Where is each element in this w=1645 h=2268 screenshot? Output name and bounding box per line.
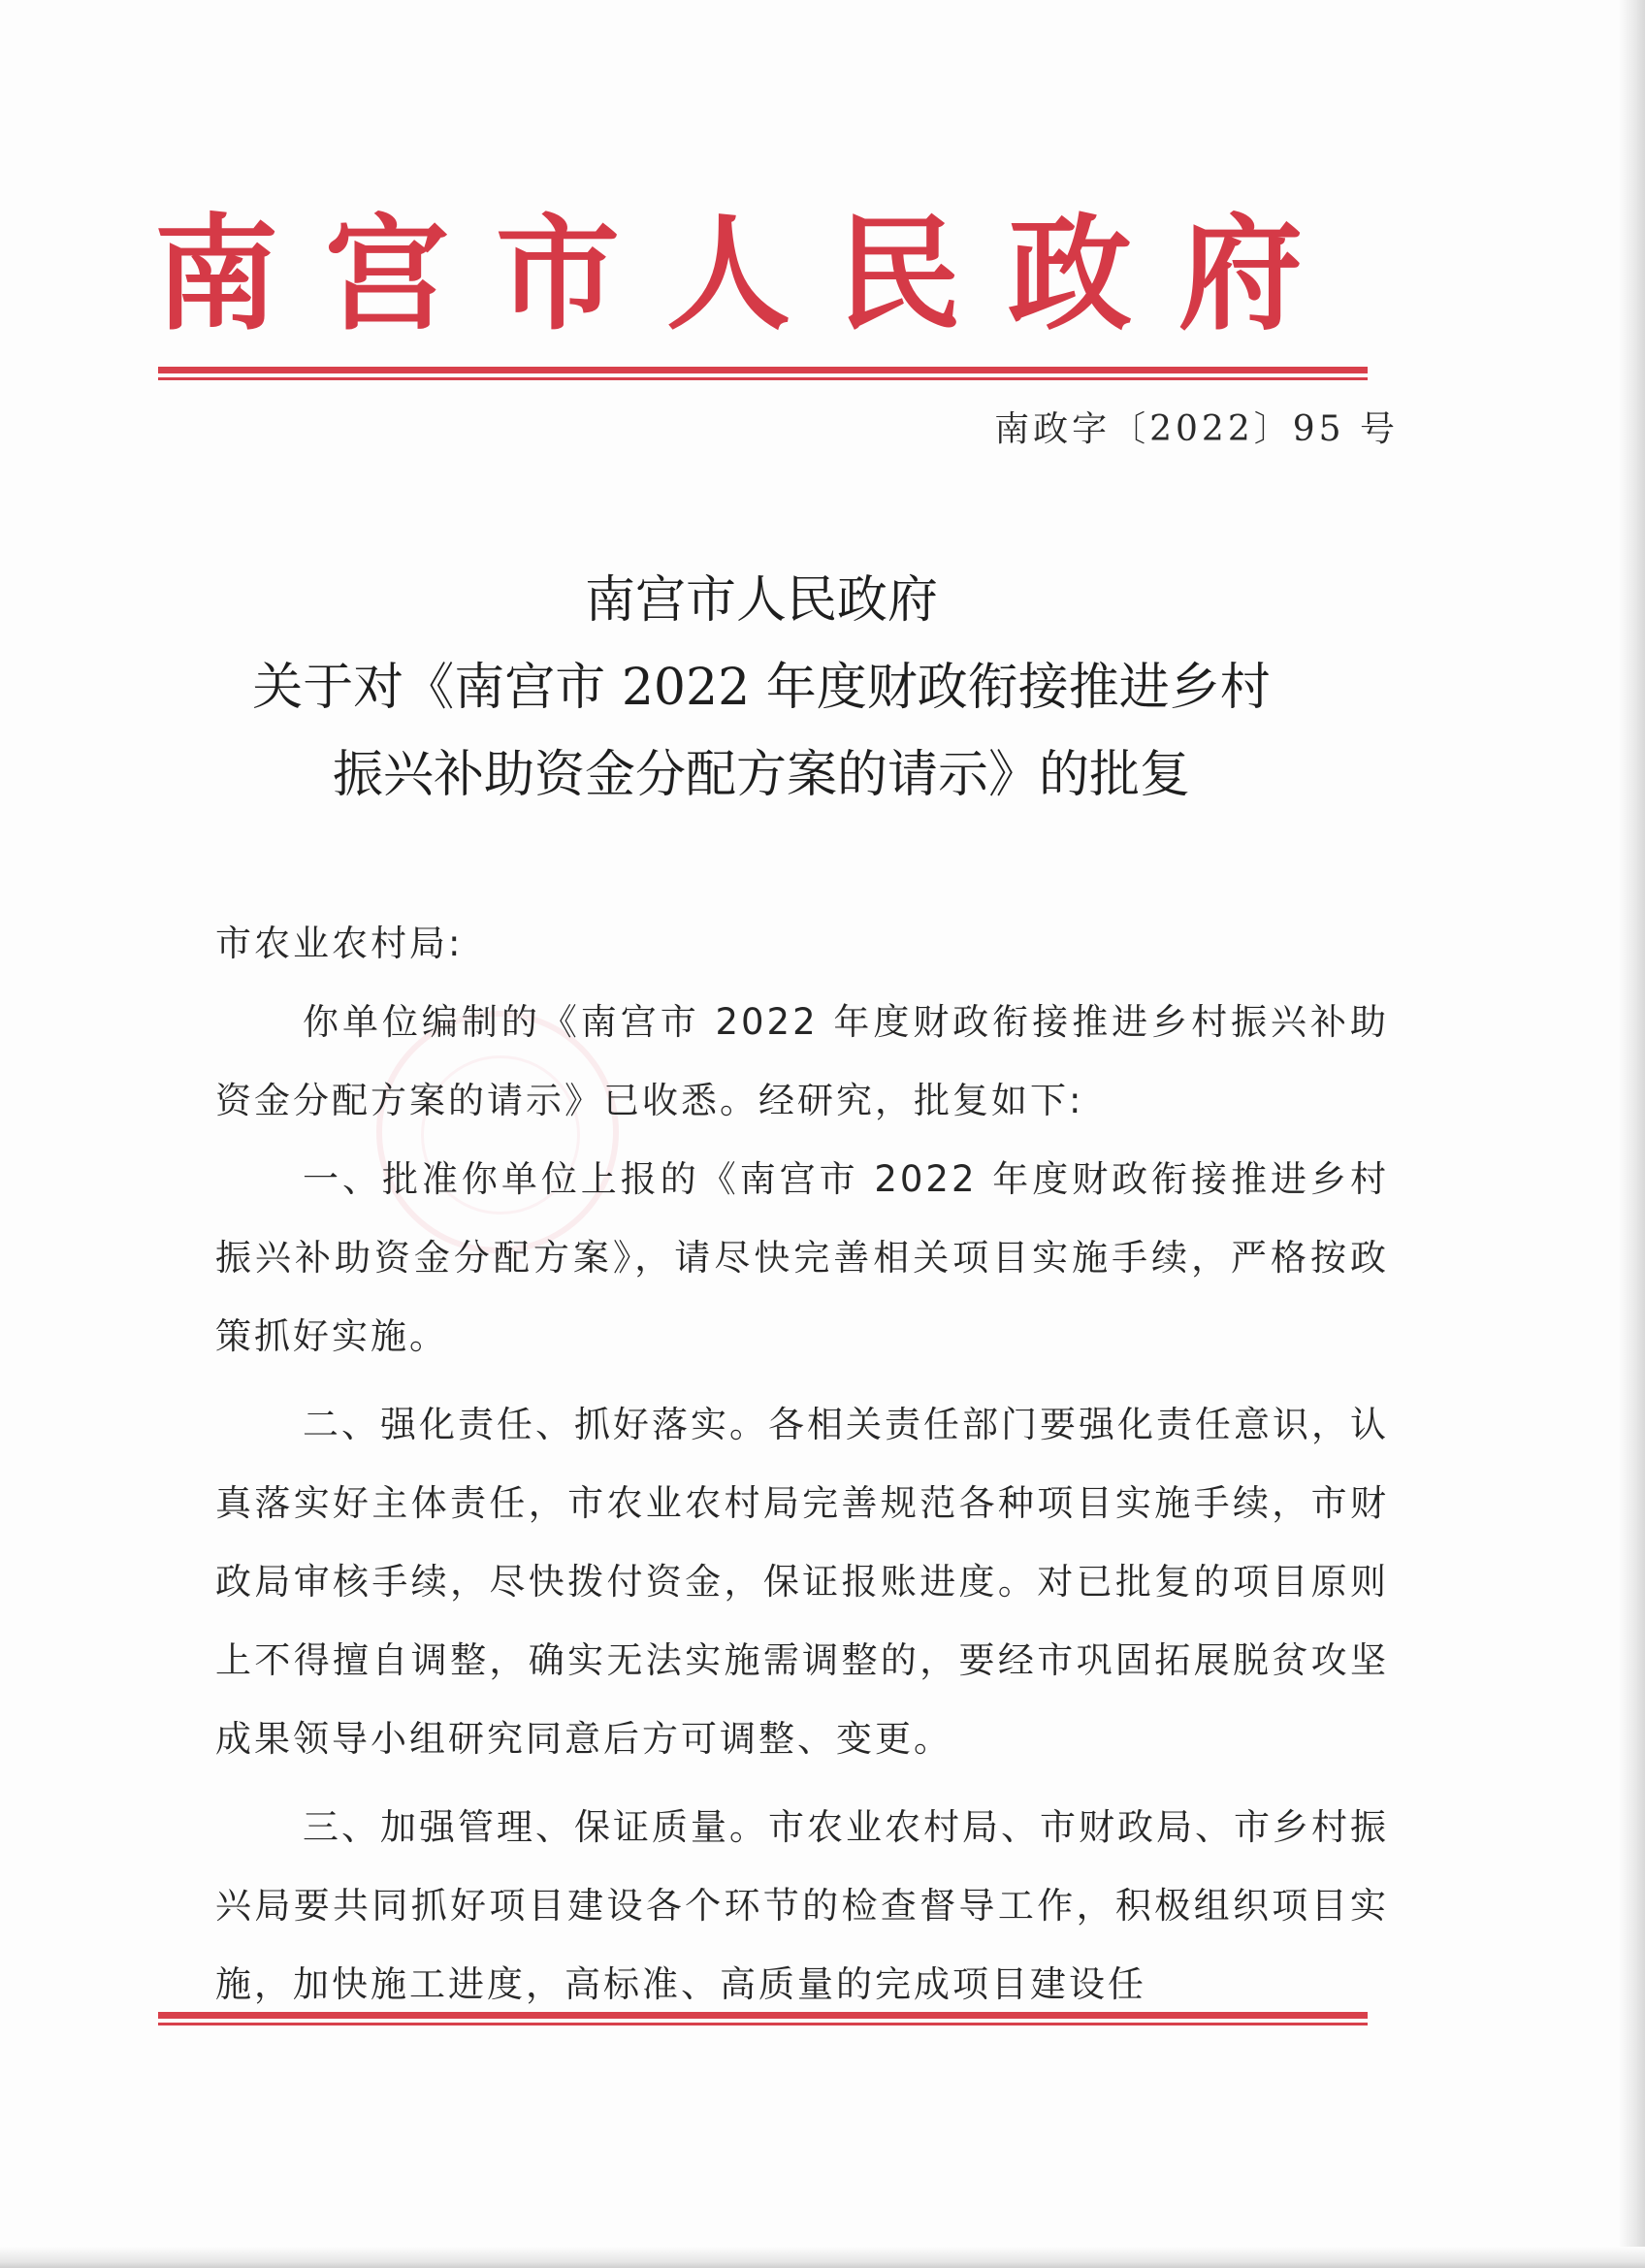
masthead-title: 南宫市人民政府 bbox=[153, 202, 1349, 347]
scan-edge-shadow-right bbox=[1620, 0, 1645, 2268]
document-body bbox=[215, 904, 1389, 2024]
body-paragraph-item-1: 一、批准你单位上报的《南宫市 2022 年度财政衔接推进乡村振兴补助资金分配方案》，请尽快完善相关项目实施手续，严格按政策抓好实施。 bbox=[215, 1158, 1389, 1357]
title-line-2: 关于对《南宫市 2022 年度财政衔接推进乡村 bbox=[252, 659, 1271, 717]
footer-rule-thick-line bbox=[158, 2012, 1368, 2019]
title-line-3: 振兴补助资金分配方案的请示》的批复 bbox=[332, 746, 1190, 804]
rule-thin-line bbox=[158, 377, 1368, 380]
rule-thick-line bbox=[158, 367, 1368, 373]
body-paragraph-intro: 你单位编制的《南宫市 2022 年度财政衔接推进乡村振兴补助资金分配方案的请示》已收悉。经研究，批复如下: bbox=[215, 1001, 1389, 1121]
document-title bbox=[155, 557, 1368, 819]
document-number: 南政字〔2022〕95 号 bbox=[994, 409, 1399, 449]
masthead-red-rule bbox=[158, 367, 1368, 380]
footer-rule-thin-line bbox=[158, 2023, 1368, 2025]
scan-edge-shadow-bottom bbox=[0, 2247, 1645, 2268]
title-line-1: 南宫市人民政府 bbox=[584, 571, 938, 630]
footer-red-rule bbox=[158, 2012, 1368, 2025]
body-paragraph-item-3: 三、加强管理、保证质量。市农业农村局、市财政局、市乡村振兴局要共同抓好项目建设各个环节的检查督导工作，积极组织项目实施，加快施工进度，高标准、高质量的完成项目建设任 bbox=[215, 1806, 1389, 2005]
body-paragraph-item-2: 二、强化责任、抓好落实。各相关责任部门要强化责任意识，认真落实好主体责任，市农业农村局完善规范各种项目实施手续，市财政局审核手续，尽快拨付资金，保证报账进度。对已批复的项目原则上不得擅自调整，确实无法实施需调整的，要经市巩固拓展脱贫攻坚成果领导小组研究同意后方可调整、变更。 bbox=[215, 1404, 1389, 1760]
addressee: 市农业农村局: bbox=[215, 923, 464, 964]
